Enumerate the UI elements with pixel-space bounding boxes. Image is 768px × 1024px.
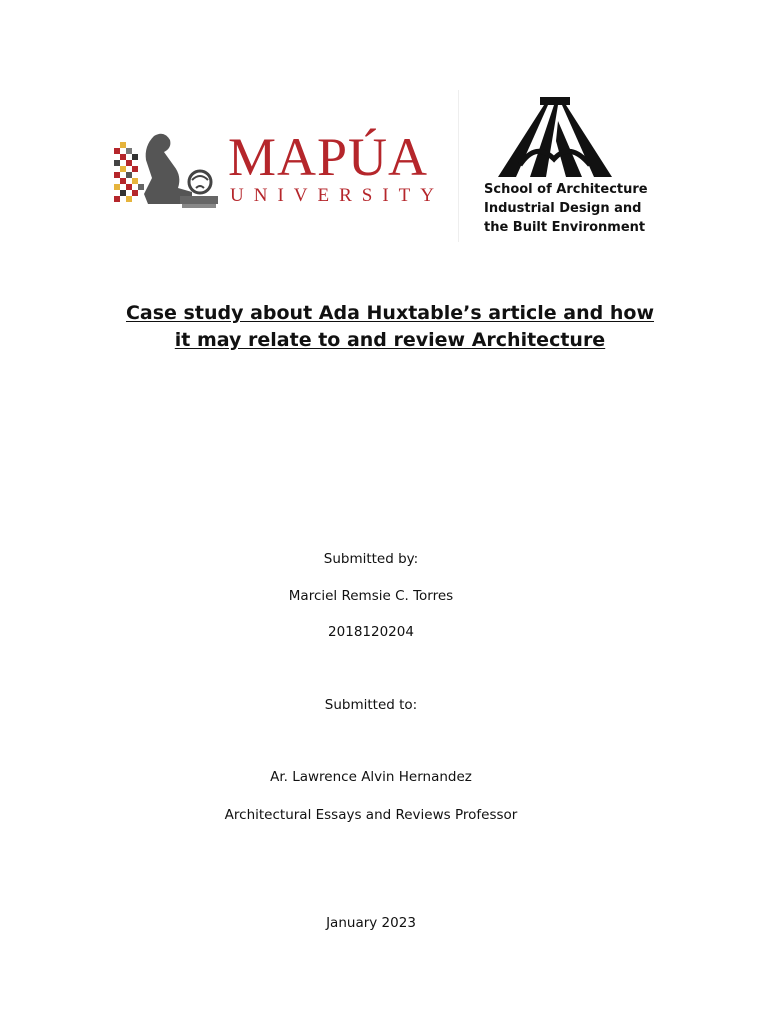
document-title bbox=[100, 300, 680, 354]
mapua-university-logo bbox=[110, 128, 445, 212]
school-emblem-icon bbox=[496, 95, 616, 177]
title-line-1: Case study about Ada Huxtable’s article and how bbox=[125, 302, 655, 324]
professor-name: Ar. Lawrence Alvin Hernandez bbox=[270, 769, 472, 785]
university-subtitle: UNIVERSITY bbox=[230, 185, 444, 206]
author-name: Marciel Remsie C. Torres bbox=[288, 588, 454, 604]
logo-divider bbox=[458, 90, 459, 242]
document-date: January 2023 bbox=[326, 915, 416, 931]
submitted-to-label: Submitted to: bbox=[324, 697, 418, 713]
title-line-2: it may relate to and review Architecture bbox=[174, 329, 606, 351]
student-id: 2018120204 bbox=[328, 624, 414, 640]
school-architecture-logo bbox=[482, 95, 650, 235]
professor-role: Architectural Essays and Reviews Professor bbox=[224, 807, 518, 823]
school-name bbox=[484, 180, 648, 237]
university-name: MAPÚA bbox=[228, 127, 429, 187]
submitted-by-label: Submitted by: bbox=[323, 551, 419, 567]
school-name-line-2: Industrial Design and bbox=[484, 201, 642, 216]
school-name-line-3: the Built Environment bbox=[484, 220, 646, 235]
school-name-line-1: School of Architecture bbox=[484, 182, 648, 197]
mapua-emblem-icon bbox=[110, 128, 222, 212]
